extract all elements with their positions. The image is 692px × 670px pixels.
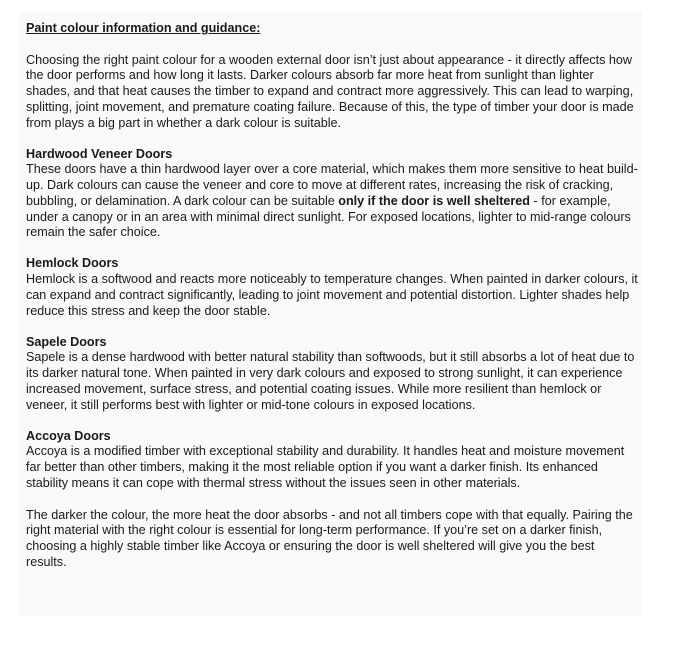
section-body-sapele: Sapele is a dense hardwood with better natural stability than softwoods, but it still absorbs a lot of heat due to its darker natural tone. When painted in very dark colours and exposed to strong sunlight, it can experience increased movement, surface stress, and potential coating issues. While more resilient than hemlock or veneer, it still performs best with lighter or mid-tone colours in exposed locations. [26, 350, 635, 412]
section-body-text: These doors have a thin hardwood layer over a core material, which makes them more sensitive to heat build-up. Dark colours can cause the veneer and core to move at different rates, increasing the risk of cracking, bubbling, or delamination. A dark colour can be suitable [26, 162, 638, 208]
section-heading-accoya: Accoya Doors [26, 428, 111, 443]
conclusion-paragraph: The darker the colour, the more heat the door absorbs - and not all timbers cope with that equally. Pairing the right material with the right colour is essential for long-term performance. If you’re set on a darker finish, choosing a highly stable timber like Accoya or ensuring the door is well sheltered will give you the best results. [26, 507, 633, 569]
section-body-emphasis: only if the door is well sheltered [338, 193, 530, 208]
section-body-text: - for example, under a canopy or in an area with minimal direct sunlight. For exposed locations, lighter to mid-range colours remain the safer choice. [26, 193, 631, 240]
intro-paragraph: Choosing the right paint colour for a wooden external door isn’t just about appearance - it directly affects how the door performs and how long it lasts. Darker colours absorb far more heat from sunlight than lighter shades, and that heat causes the timber to expand and contract more aggressively. This can lead to warping, splitting, joint movement, and premature coating failure. Because of this, the type of timber your door is made from plays a big part in whether a dark colour is suitable. [26, 52, 634, 130]
section-heading-hardwood-veneer: Hardwood Veneer Doors [26, 146, 173, 161]
section-body-accoya: Accoya is a modified timber with exceptional stability and durability. It handles heat and moisture movement far better than other timbers, making it the most reliable option if you want a darker finish. Its enhanced stability means it can cope with thermal stress without the issues seen in other materials. [26, 444, 625, 490]
section-heading-hemlock: Hemlock Doors [26, 256, 119, 271]
document-title: Paint colour information and guidance: [26, 21, 261, 35]
section-body-hemlock: Hemlock is a softwood and reacts more noticeably to temperature changes. When painted in darker colours, it can expand and contract significantly, leading to joint movement and potential distortion. Lighter shades help reduce this stress and keep the door stable. [26, 272, 638, 318]
section-heading-sapele: Sapele Doors [26, 334, 107, 349]
section-body-hardwood-veneer [26, 162, 638, 241]
document-content [26, 21, 638, 586]
